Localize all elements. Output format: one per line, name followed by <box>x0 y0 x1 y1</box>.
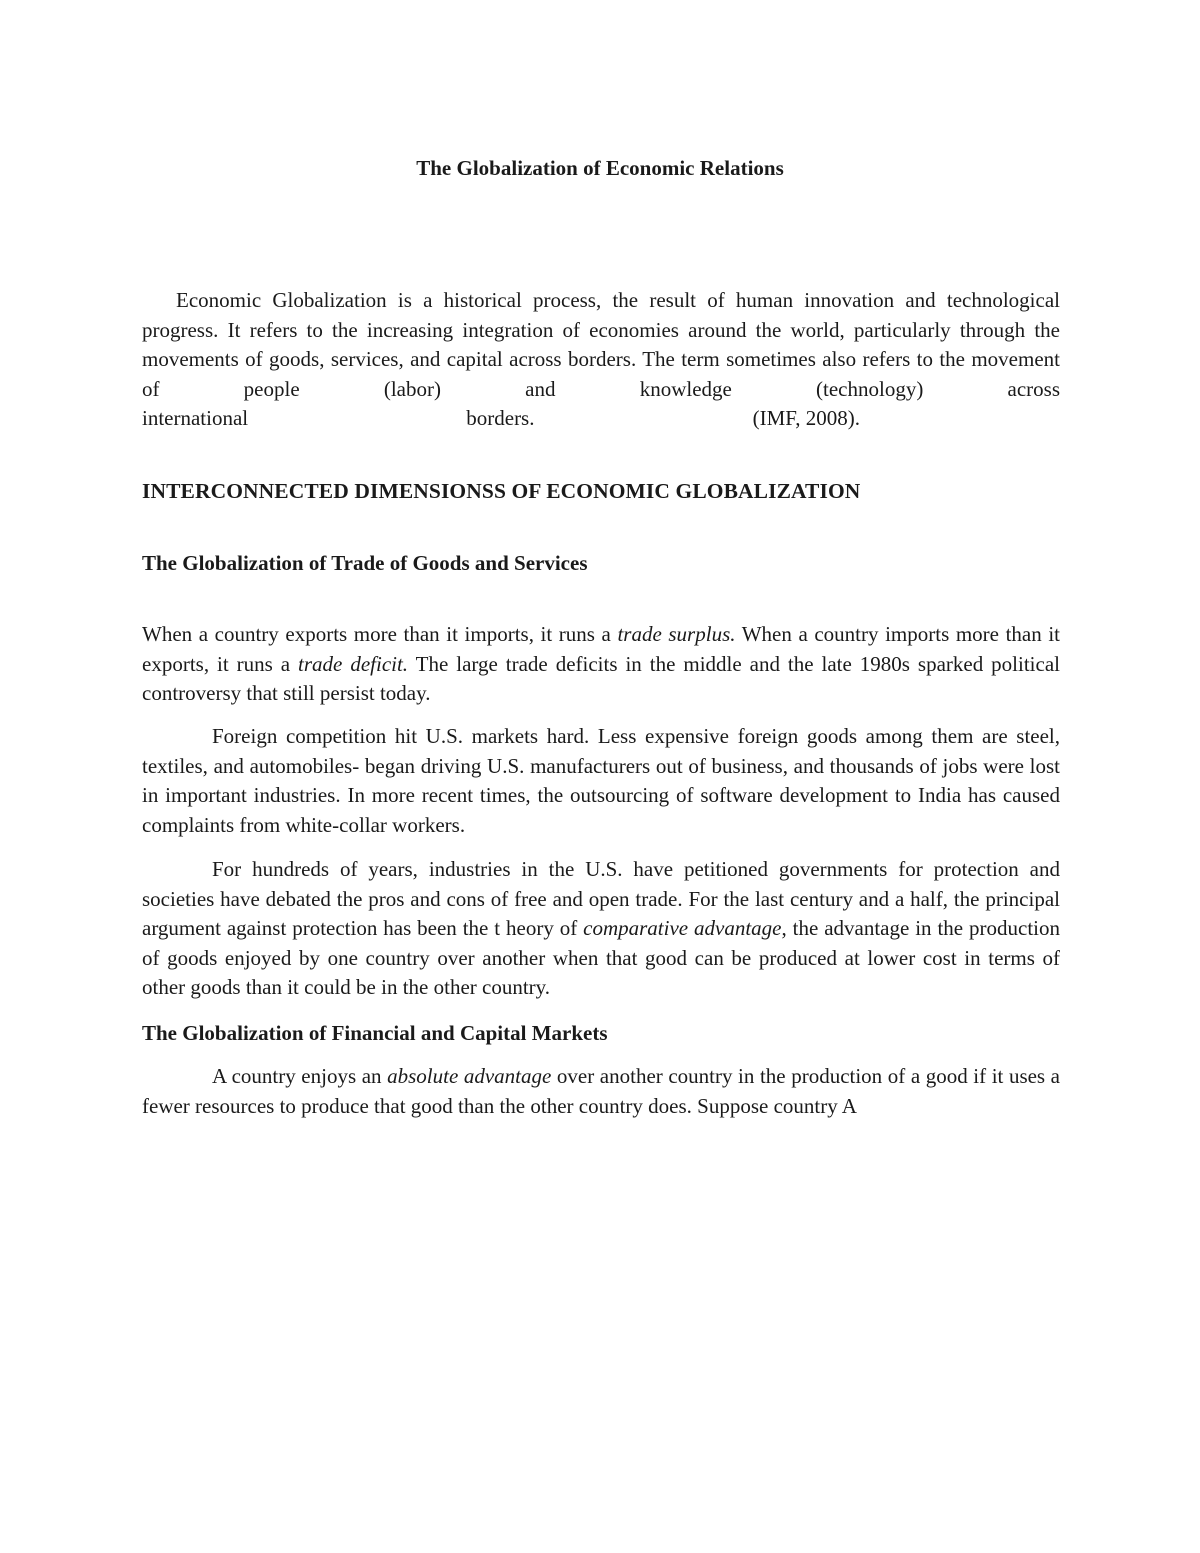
intro-last-line <box>142 404 860 434</box>
trade-p3-b: , the advantage in the production of goods enjoyed by one country over another when that good can be produced at lower cost in terms of other goods than it could be in the other country. <box>142 916 1061 999</box>
trade-paragraph-1 <box>142 620 1060 709</box>
intro-word-borders: borders. <box>466 406 535 430</box>
financial-p1-a: A country enjoys an <box>212 1064 388 1088</box>
trade-heading: The Globalization of Trade of Goods and Services <box>142 551 588 575</box>
intro-text: Economic Globalization is a historical process, the result of human innovation and technological progress. It refers to the increasing integration of economies around the world, particularly through the movements of goods, services, and capital across borders. The term sometimes also refers to the movement of people (labor) and knowledge (technology) across <box>142 288 1060 401</box>
trade-p1-a: When a country exports more than it imports, it runs a <box>142 622 618 646</box>
term-trade-surplus: trade surplus. <box>617 622 736 646</box>
term-absolute-advantage: absolute advantage <box>387 1064 552 1088</box>
term-comparative-advantage: comparative advantage <box>583 916 782 940</box>
financial-p1-b: over another country in the production of a good if it uses a fewer resources to produce that good than the other country does. Suppose country A <box>142 1064 1060 1118</box>
financial-paragraph-1 <box>142 1062 1060 1121</box>
financial-heading: The Globalization of Financial and Capital Markets <box>142 1021 608 1045</box>
trade-p1-b: When a country imports more than it exports, it runs a <box>142 622 1061 676</box>
section-heading: INTERCONNECTED DIMENSIONSS OF ECONOMIC GLOBALIZATION <box>142 479 861 503</box>
trade-p3-a: For hundreds of years, industries in the U.S. have petitioned governments for protection and societies have debated the pros and cons of free and open trade. For the last century and a half, the principal argument against protection has been the t heory of <box>142 857 1060 940</box>
intro-citation: (IMF, 2008). <box>752 406 860 430</box>
document-title: The Globalization of Economic Relations <box>416 156 784 180</box>
intro-paragraph <box>142 286 1060 434</box>
intro-word-international: international <box>142 406 249 430</box>
trade-p1-c: The large trade deficits in the middle and the late 1980s sparked political controversy that still persist today. <box>142 651 1060 705</box>
term-trade-deficit: trade deficit. <box>298 651 409 676</box>
trade-paragraph-3 <box>142 855 1060 1003</box>
trade-paragraph-2: Foreign competition hit U.S. markets hard. Less expensive foreign goods among them are steel, textiles, and automobiles- began driving U.S. manufacturers out of business, and thousands of jobs were lost in important industries. In more recent times, the outsourcing of software development to India has caused complaints from white-collar workers. <box>142 724 1060 837</box>
